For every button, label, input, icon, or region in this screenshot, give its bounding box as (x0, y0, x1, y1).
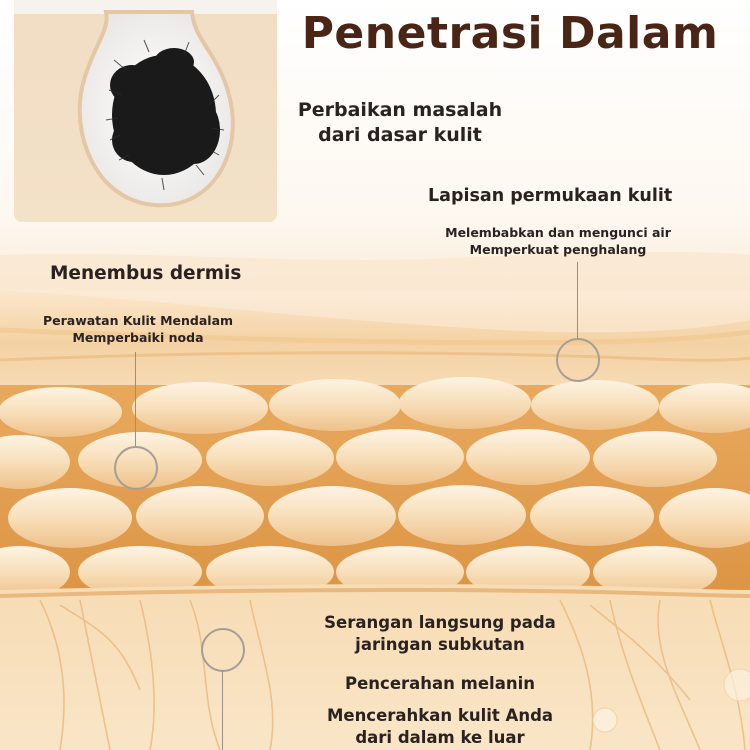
dermis-line-2: Memperbaiki noda (72, 330, 204, 345)
subcutaneous-line-1: Serangan langsung pada (324, 613, 556, 632)
page-subtitle (280, 98, 520, 148)
dermis-marker-ring (114, 446, 158, 490)
subcutaneous-callout-text (320, 612, 560, 656)
melanin-line-2: dari dalam ke luar (355, 728, 525, 747)
melanin-callout-text (310, 705, 570, 749)
page-title: Penetrasi Dalam (301, 8, 719, 59)
subcutaneous-line-2: jaringan subkutan (355, 635, 525, 654)
dermis-line-1: Perawatan Kulit Mendalam (42, 313, 234, 328)
melanin-line-1: Mencerahkan kulit Anda (326, 706, 554, 725)
surface-marker-ring (556, 338, 600, 382)
surface-line-1: Melembabkan dan mengunci air (445, 225, 671, 240)
dermis-leader-line (135, 352, 136, 448)
melanin-callout-title: Pencerahan melanin (345, 674, 535, 693)
pore-inset-image (14, 0, 277, 222)
dermis-callout-text (28, 312, 248, 346)
subtitle-line-1: Perbaikan masalah (297, 99, 503, 121)
dermis-callout-title: Menembus dermis (50, 263, 242, 284)
surface-line-2: Memperkuat penghalang (469, 242, 647, 257)
surface-leader-line (577, 262, 578, 340)
subcutaneous-leader-line (222, 670, 223, 750)
subcutaneous-marker-ring (201, 628, 245, 672)
surface-callout-text (428, 224, 688, 258)
subtitle-line-2: dari dasar kulit (318, 124, 482, 146)
surface-callout-title: Lapisan permukaan kulit (428, 186, 673, 206)
